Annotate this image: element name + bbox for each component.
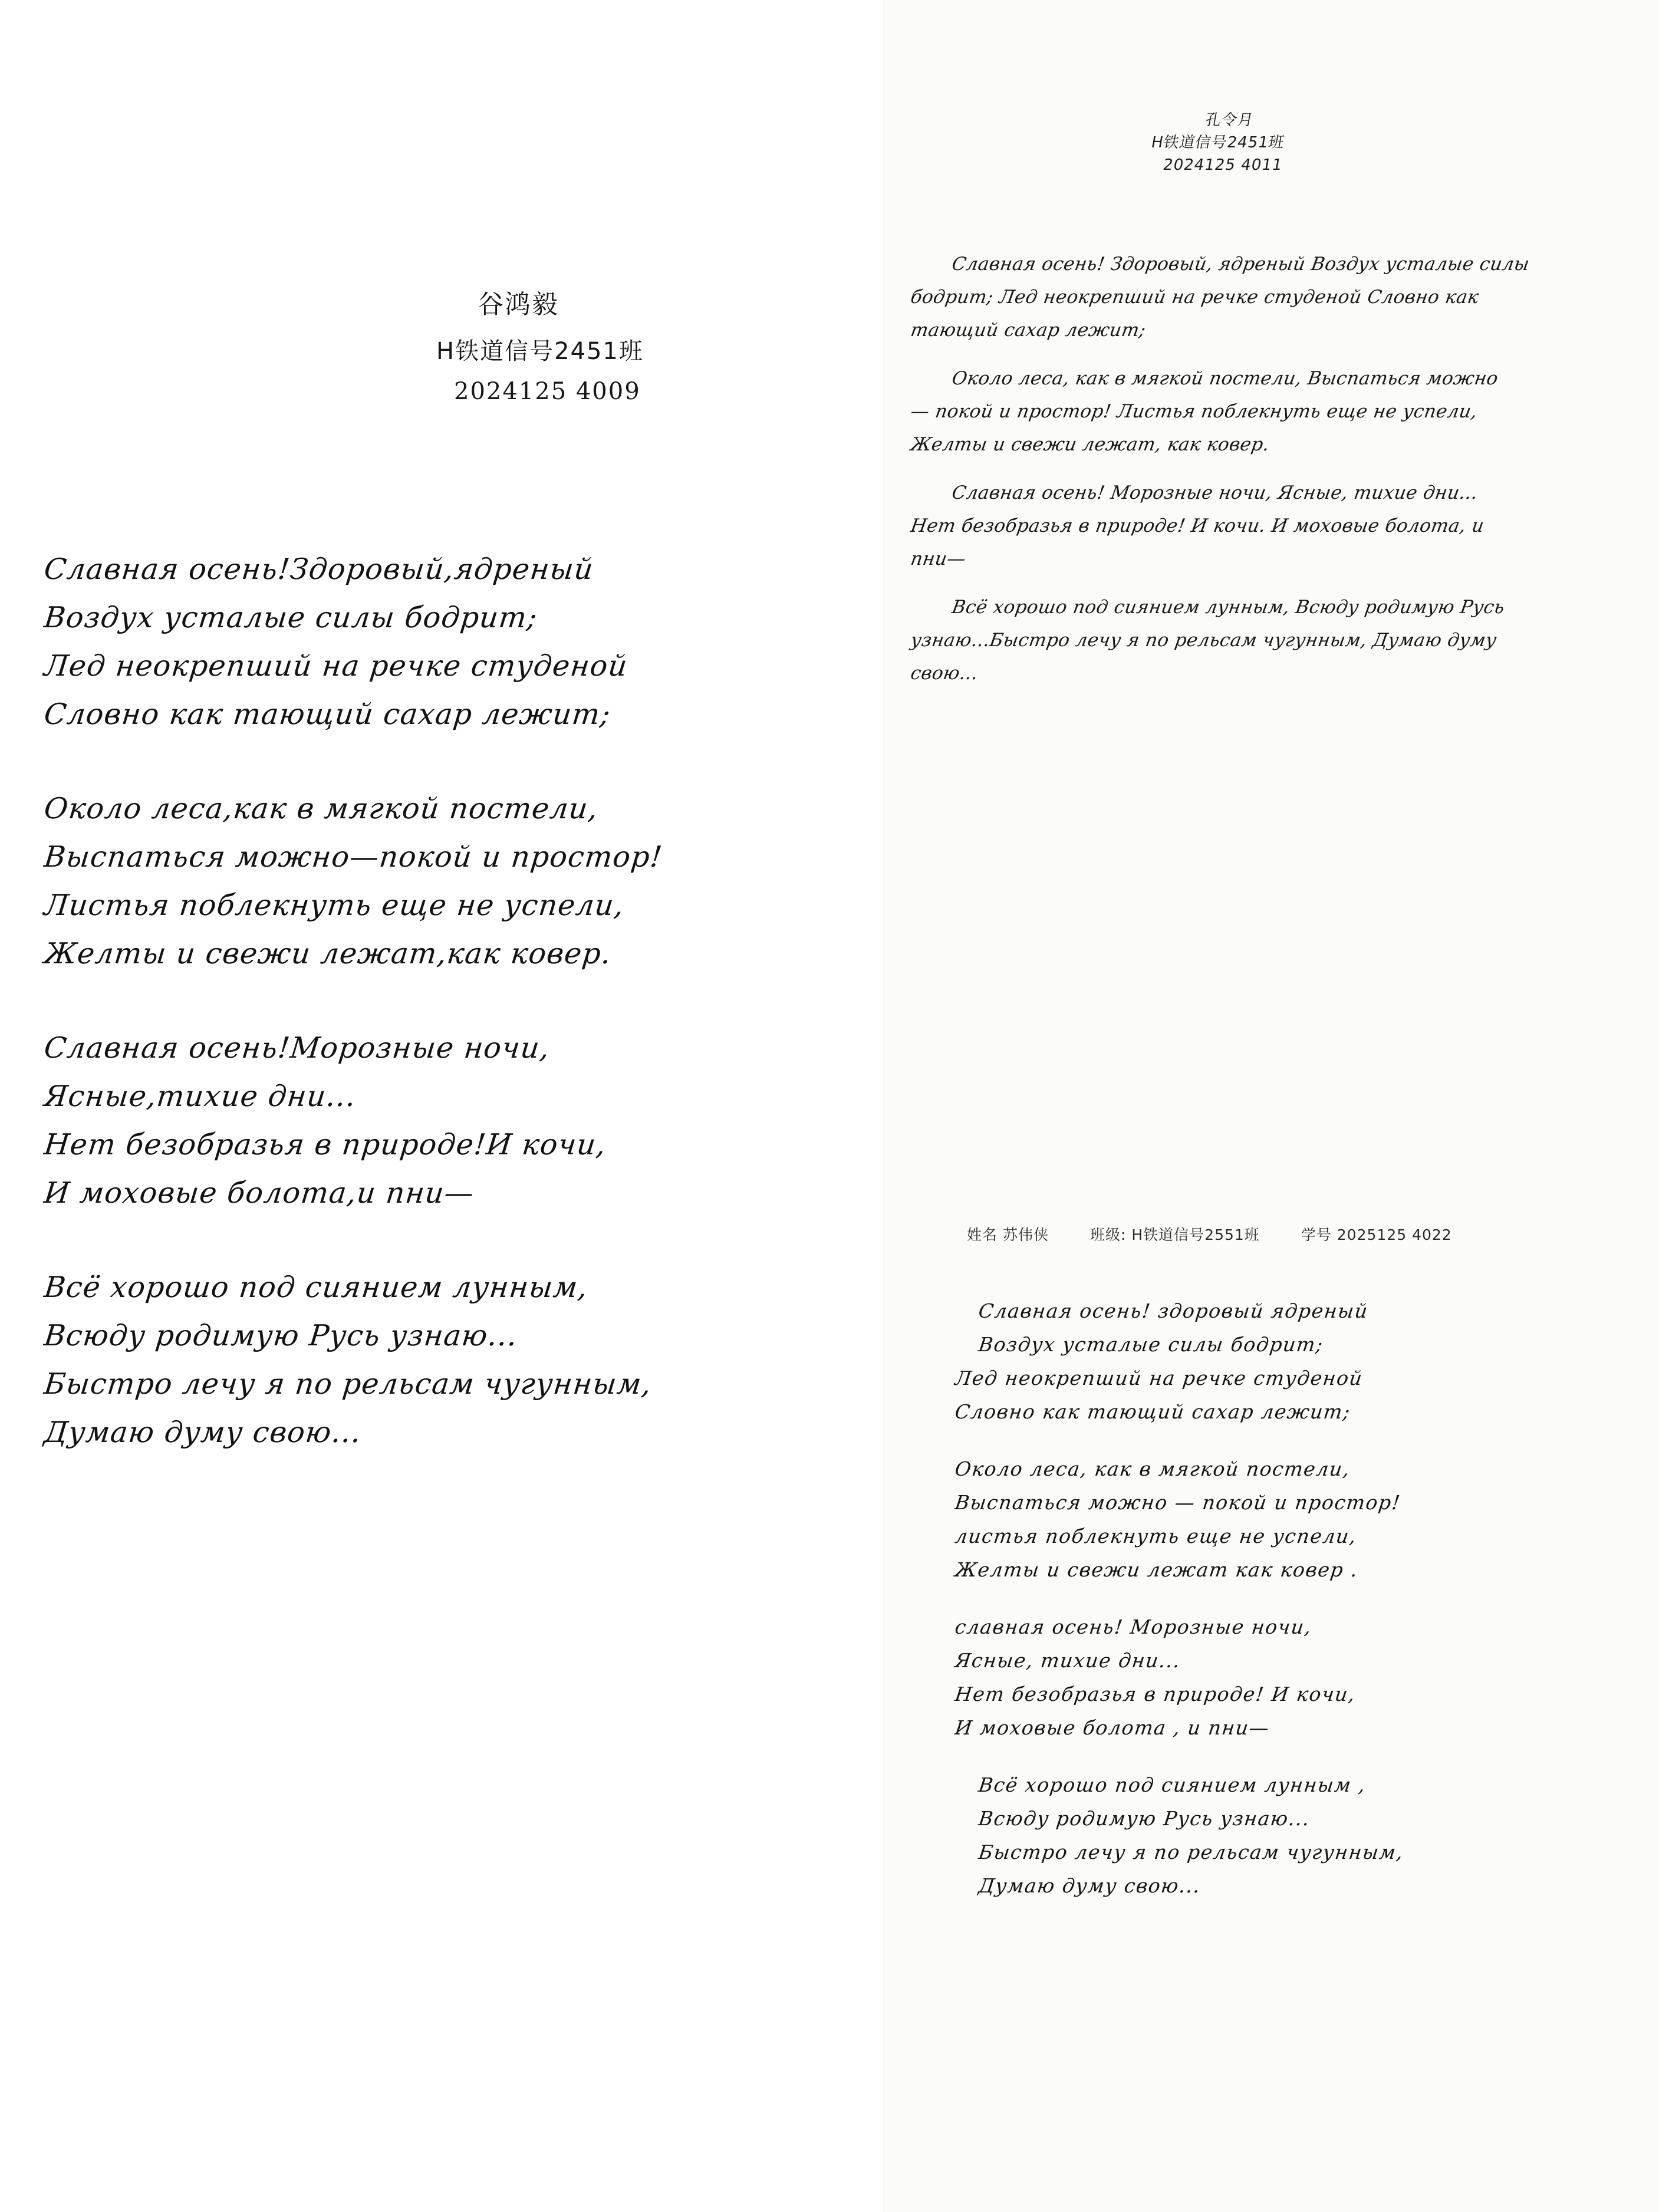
stanza bbox=[955, 1294, 1657, 1428]
poem-line: Словно как тающий сахар лежит; bbox=[42, 697, 613, 731]
poem-line: Лед неокрепший на речке студеной bbox=[953, 1367, 1365, 1390]
poem-line: Около леса,как в мягкой постели, bbox=[42, 792, 600, 825]
poem-line: Около леса, как в мягкой постели, bbox=[953, 1457, 1352, 1480]
poem-line: И моховые болота , и пни— bbox=[953, 1716, 1271, 1739]
stanza bbox=[955, 1768, 1657, 1902]
stanza bbox=[44, 545, 858, 739]
poem-line: — покой и простор! Листья поблекнуть еще не успели, bbox=[909, 401, 1479, 422]
poem-line: тающий сахар лежит; bbox=[909, 320, 1148, 341]
student-id: 2024125 4009 bbox=[454, 378, 641, 405]
id-value: 2025125 4022 bbox=[1337, 1226, 1452, 1243]
poem-line: Желты и свежи лежат как ковер . bbox=[953, 1558, 1360, 1581]
poem-line: Ясные,тихие дни... bbox=[42, 1079, 358, 1113]
poem-line: Желты и свежи лежат, как ковер. bbox=[909, 434, 1271, 455]
poem-line: Лед неокрепший на речке студеной bbox=[42, 649, 630, 683]
poem-line: Всё хорошо под сиянием лунным , bbox=[977, 1773, 1368, 1796]
stanza bbox=[911, 476, 1636, 575]
poem-line: Славная осень! Морозные ночи, Ясные, тихие дни... bbox=[950, 482, 1480, 503]
name-value: 苏伟侠 bbox=[1002, 1226, 1049, 1243]
id-field bbox=[1301, 1223, 1452, 1245]
poem-line: листья поблекнуть еще не успели, bbox=[953, 1525, 1358, 1548]
stanza bbox=[44, 1024, 858, 1217]
poem-line: Воздух усталые силы бодрит; bbox=[42, 601, 539, 634]
stanza bbox=[955, 1610, 1657, 1744]
class-value: H铁道信号2551班 bbox=[1131, 1226, 1260, 1243]
poem-line: И моховые болота,и пни— bbox=[42, 1176, 476, 1210]
poem-line: Славная осень!Здоровый,ядреный bbox=[42, 552, 595, 586]
name-label: 姓名 bbox=[967, 1226, 998, 1243]
student-name: 孔令月 bbox=[1204, 111, 1255, 129]
poem-line: Нет безобразья в природе! И кочи, bbox=[953, 1683, 1357, 1706]
left-scan-poem bbox=[44, 545, 858, 1503]
stanza bbox=[44, 785, 858, 978]
right-top-scan-poem bbox=[911, 248, 1636, 705]
stanza bbox=[44, 1263, 858, 1457]
stanza bbox=[911, 362, 1636, 461]
poem-line: Всё хорошо под сиянием лунным, bbox=[42, 1270, 590, 1304]
left-scan-header bbox=[389, 283, 802, 417]
student-id: 2024125 4011 bbox=[1161, 156, 1284, 174]
right-bottom-scan-poem bbox=[955, 1294, 1657, 1926]
poem-line: узнаю...Быстро лечу я по рельсам чугунным, Думаю думу bbox=[909, 630, 1499, 651]
poem-line: Быстро лечу я по рельсам чугунным, bbox=[977, 1841, 1405, 1864]
poem-line: Славная осень! Здоровый, ядреный Воздух усталые силы bbox=[950, 254, 1531, 275]
poem-line: бодрит; Лед неокрепший на речке студеной Словно как bbox=[909, 287, 1481, 308]
stanza bbox=[911, 591, 1636, 690]
poem-line: Славная осень!Морозные ночи, bbox=[42, 1031, 552, 1065]
poem-line: Всюду родимую Русь узнаю... bbox=[42, 1319, 519, 1352]
poem-line: Воздух усталые силы бодрит; bbox=[977, 1333, 1325, 1356]
stanza bbox=[911, 248, 1636, 347]
poem-line: славная осень! Морозные ночи, bbox=[953, 1615, 1314, 1638]
student-name: 谷鸿毅 bbox=[478, 289, 559, 320]
student-class: H铁道信号2451班 bbox=[1150, 134, 1286, 152]
right-bottom-scan-header bbox=[967, 1223, 1627, 1245]
class-label: 班级: bbox=[1089, 1226, 1127, 1243]
name-field bbox=[967, 1223, 1049, 1245]
class-field bbox=[1090, 1223, 1260, 1245]
poem-line: Нет безобразья в природе! И кочи. И моховые болота, и bbox=[909, 515, 1486, 536]
poem-line: Словно как тающий сахар лежит; bbox=[953, 1400, 1352, 1423]
stanza bbox=[955, 1452, 1657, 1586]
poem-line: Славная осень! здоровый ядреный bbox=[977, 1299, 1370, 1322]
poem-line: Всё хорошо под сиянием лунным, Всюду родимую Русь bbox=[950, 597, 1506, 618]
poem-line: Всюду родимую Русь узнаю... bbox=[977, 1807, 1312, 1830]
poem-line: Листья поблекнуть еще не успели, bbox=[42, 888, 626, 922]
poem-line: Думаю думу свою... bbox=[977, 1874, 1202, 1897]
poem-line: Выспаться можно — покой и простор! bbox=[953, 1491, 1403, 1514]
id-label: 学号 bbox=[1301, 1226, 1332, 1243]
student-class: H铁道信号2451班 bbox=[436, 338, 644, 365]
poem-line: Желты и свежи лежат,как ковер. bbox=[42, 937, 613, 970]
poem-line: Ясные, тихие дни... bbox=[953, 1649, 1182, 1672]
poem-line: пни— bbox=[909, 548, 967, 570]
poem-line: Думаю думу свою... bbox=[42, 1416, 363, 1449]
poem-line: Быстро лечу я по рельсам чугунным, bbox=[42, 1367, 654, 1401]
poem-line: свою... bbox=[909, 663, 980, 684]
right-top-scan-header bbox=[1141, 109, 1447, 176]
poem-line: Нет безобразья в природе!И кочи, bbox=[42, 1128, 608, 1161]
poem-line: Выспаться можно—покой и простор! bbox=[42, 840, 664, 874]
poem-line: Около леса, как в мягкой постели, Выспаться можно bbox=[950, 368, 1500, 389]
